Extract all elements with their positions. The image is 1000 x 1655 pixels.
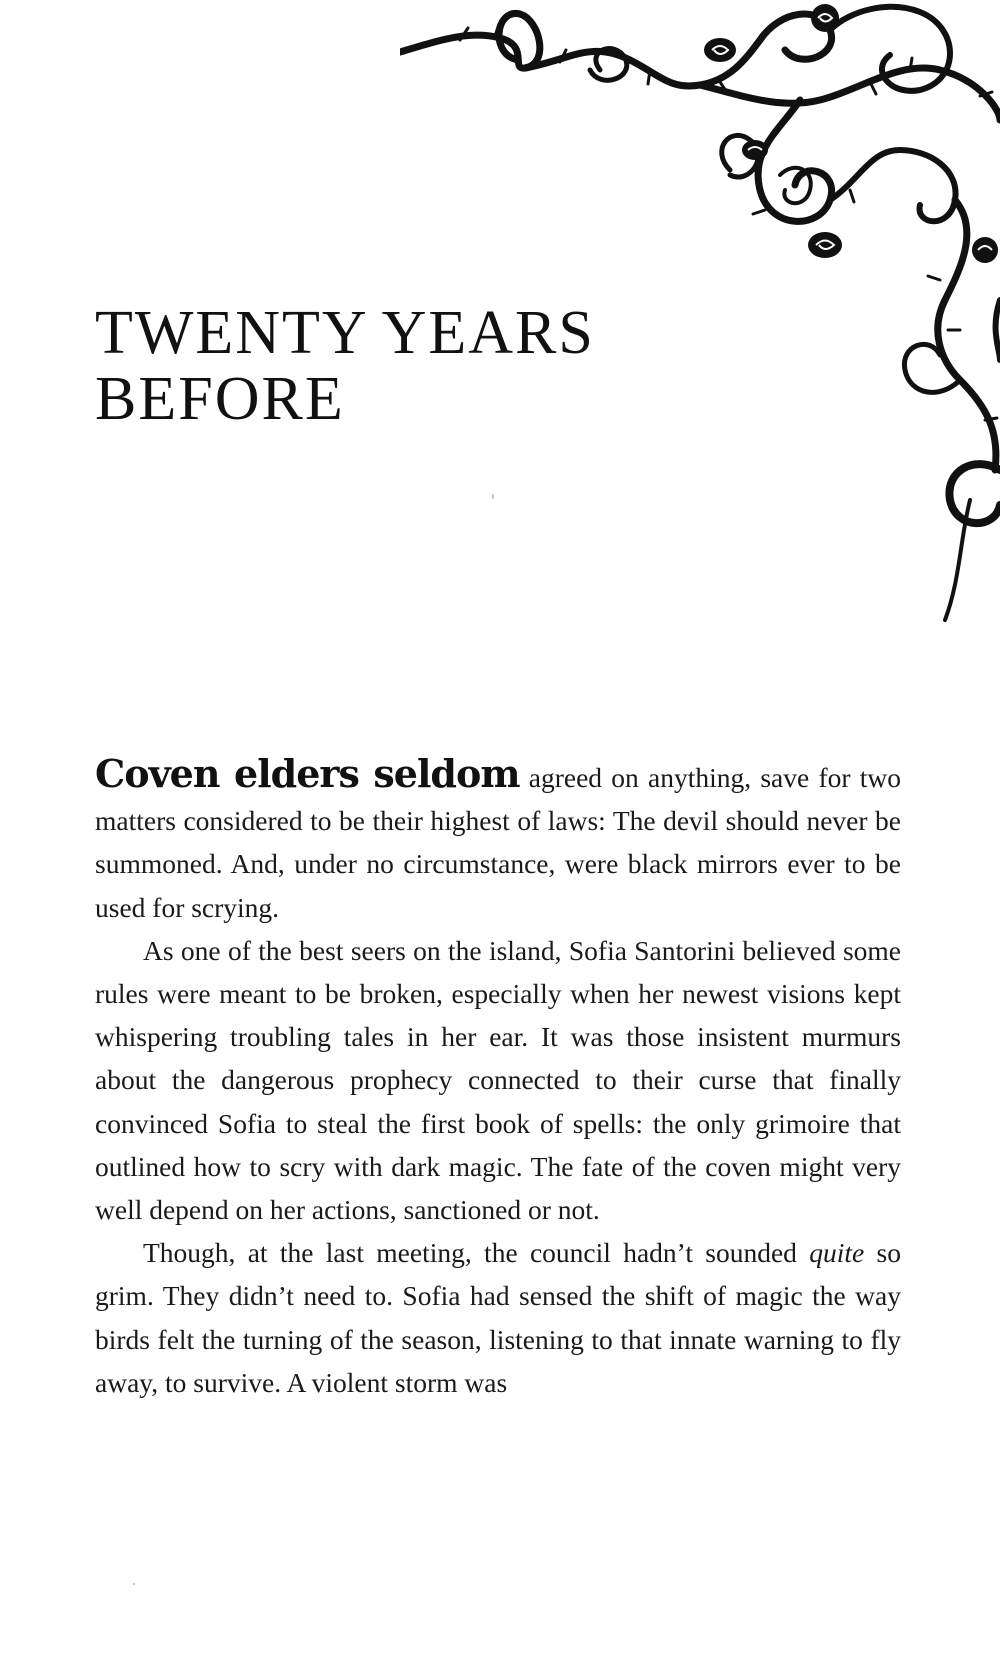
paragraph-2 bbox=[95, 929, 901, 1231]
chapter-body bbox=[95, 752, 901, 1404]
chapter-title-line-2: BEFORE bbox=[95, 365, 345, 433]
paragraph-3-emphasis: quite bbox=[809, 1237, 865, 1269]
paper-speck bbox=[492, 494, 494, 499]
paragraph-3 bbox=[95, 1231, 901, 1404]
paragraph-2-text: As one of the best seers on the island, Sofia Santorini believed some rules were meant to be broken, especially when her newest visions kept whispering troubling tales in her ear. It was those insistent murmurs about the dangerous prophecy connected to their curse that finally convinced Sofia to steal the first book of spells: the only grimoire that outlined how to scry with dark magic. The fate of the coven might very well depend on her actions, sanctioned or not. bbox=[95, 934, 901, 1226]
paper-speck bbox=[133, 1583, 135, 1585]
paragraph-3-text-before: Though, at the last meeting, the council hadn’t sounded bbox=[143, 1237, 810, 1269]
chapter-title-line-1: TWENTY YEARS bbox=[95, 299, 595, 367]
paragraph-1-text: agreed on anything, save for two matters considered to be their highest of laws: The devil should never be summoned. And, under no circumstance, were black mirrors ever to be used for scrying. bbox=[95, 762, 901, 923]
lead-in-text: Coven elders seldom bbox=[95, 751, 520, 796]
paragraph-1 bbox=[95, 752, 901, 929]
chapter-title bbox=[95, 300, 595, 432]
paragraph-3-text-after: so grim. They didn’t need to. Sofia had sensed the shift of magic the way birds felt the turning of the season, listening to that innate warning to fly away, to survive. A violent storm was bbox=[95, 1237, 902, 1398]
